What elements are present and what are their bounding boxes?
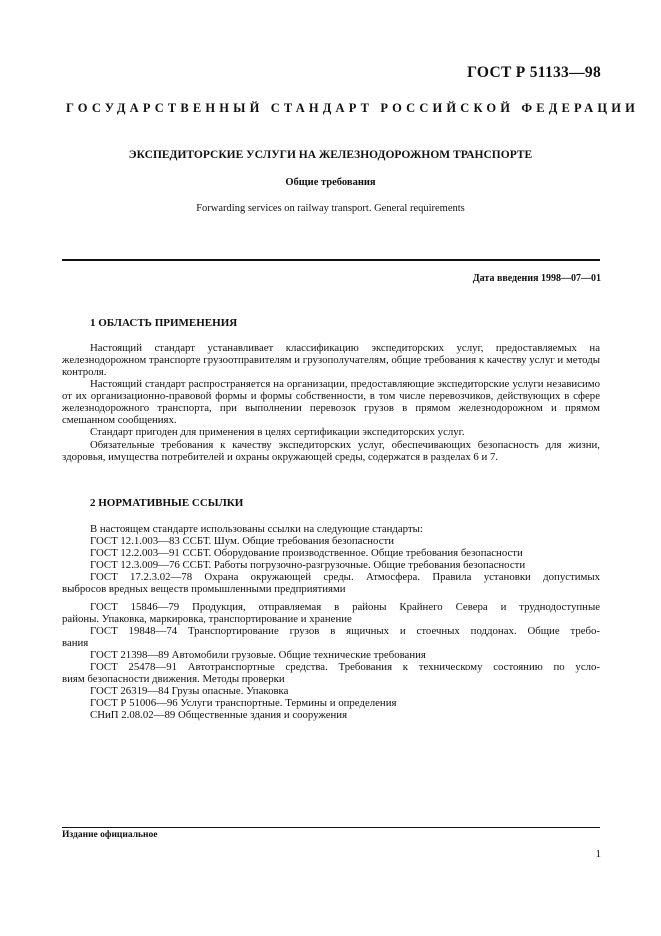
footer-divider [62, 827, 600, 828]
reference-item-continuation: виям безопасности движения. Методы проверки [62, 673, 285, 685]
document-subtitle: Общие требования [285, 177, 376, 188]
section-1-paragraph-3: Стандарт пригоден для применения в целях сертификации экспедиторских услуг. [90, 426, 465, 438]
reference-item: ГОСТ 12.3.009—76 ССБТ. Работы погрузочно-разгрузочные. Общие требования безопасности [90, 559, 526, 571]
section-1-paragraph-4: Обязательные требования к качеству экспедиторских услуг, обеспечивающих безопасность для жизни, здоровья, имущества потребителей и охраны окружающей среды, содержатся в разделах 6 и 7. [62, 439, 600, 463]
reference-item: ГОСТ 26319—84 Грузы опасные. Упаковка [90, 685, 289, 697]
header-divider [62, 259, 600, 261]
section-1-heading: 1 ОБЛАСТЬ ПРИМЕНЕНИЯ [90, 317, 238, 329]
references-lead: В настоящем стандарте использованы ссылки на следующие стандарты: [90, 523, 423, 535]
reference-item: ГОСТ 12.2.003—91 ССБТ. Оборудование производственное. Общие требования безопасности [90, 547, 523, 559]
reference-item: ГОСТ 19848—74 Транспортирование грузов в ящичных и стоечных поддонах. Общие требо- [90, 625, 600, 637]
document-code: ГОСТ Р 51133—98 [467, 64, 601, 81]
page-number: 1 [595, 848, 601, 860]
section-2-heading: 2 НОРМАТИВНЫЕ ССЫЛКИ [90, 497, 244, 509]
document-title: ЭКСПЕДИТОРСКИЕ УСЛУГИ НА ЖЕЛЕЗНОДОРОЖНОМ ТРАНСПОРТЕ [128, 149, 533, 161]
section-1-paragraph-1: Настоящий стандарт устанавливает классификацию экспедиторских услуг, предоставляемых на железнодорожном транспорте грузоотправителям и грузополучателям, общие требования к качеству услуг и методы контроля. [62, 342, 600, 378]
introduction-date: Дата введения 1998—07—01 [472, 273, 601, 284]
reference-item-continuation: вания [62, 637, 89, 649]
edition-label: Издание официальное [62, 830, 158, 840]
reference-item-continuation: районы. Упаковка, маркировка, транспортирование и хранение [62, 613, 352, 625]
reference-item: ГОСТ 12.1.003—83 ССБТ. Шум. Общие требования безопасности [90, 535, 394, 547]
reference-item: СНиП 2.08.02—89 Общественные здания и сооружения [90, 709, 348, 721]
english-title: Forwarding services on railway transport. General requirements [196, 203, 465, 214]
reference-item: ГОСТ 15846—79 Продукция, отправляемая в районы Крайнего Севера и труднодоступные [90, 601, 600, 613]
reference-item: ГОСТ 21398—89 Автомобили грузовые. Общие технические требования [90, 649, 426, 661]
reference-item: ГОСТ 25478—91 Автотранспортные средства. Требования к техническому состоянию по усло- [90, 661, 600, 673]
section-1-paragraph-2: Настоящий стандарт распространяется на организации, предоставляющие экспедиторские услуги независимо от их организационно-правовой формы и формы собственности, в том числе перевозчиков, действующих в сфере железнодорожного транспорта, при выполнении перевозок грузов в прямом железнодорожном и прямом смешанном сообщениях. [62, 378, 600, 426]
reference-item: ГОСТ 17.2.3.02—78 Охрана окружающей среды. Атмосфера. Правила установки допустимых [90, 571, 600, 583]
reference-item: ГОСТ Р 51006—96 Услуги транспортные. Термины и определения [90, 697, 397, 709]
reference-item-continuation: выбросов вредных веществ промышленными предприятиями [62, 583, 346, 595]
state-standard-banner: ГОСУДАРСТВЕННЫЙ СТАНДАРТ РОССИЙСКОЙ ФЕДЕРАЦИИ [66, 101, 639, 115]
